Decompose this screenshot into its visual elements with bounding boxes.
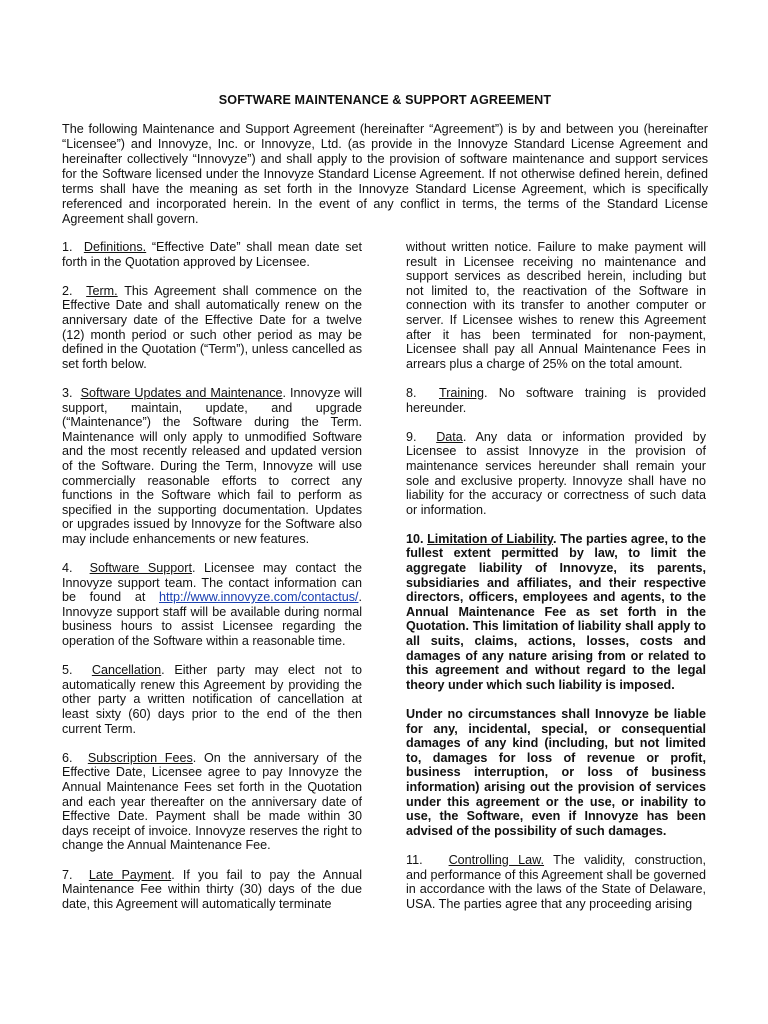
section-body: . If you fail to pay the Annual Maintenance Fee within thirty (30) days of the due date, this Agreement will automatically terminate [62, 867, 363, 911]
section-body: . The parties agree, to the fullest extent permitted by law, to limit the aggregate liability of Innovyze, its parents, subsidiaries and affiliates, and their respective directors, officers, employees and agents, to the Annual Maintenance Fee as set forth in the Quotation. This limitation of liability shall apply to all suits, claims, actions, losses, costs and damages of any nature arising from or related to this agreement and without regard to the legal theory under which such liability is imposed. [406, 531, 706, 692]
section-controlling-law [406, 853, 706, 911]
left-column [62, 240, 362, 926]
section-term [62, 284, 362, 372]
right-column [406, 240, 706, 926]
section-limitation-of-liability-clause-2: Under no circumstances shall Innovyze be liable for any, incidental, special, or consequential damages of any kind (including, but not limited to, damages for loss of revenue or profit, business interruption, or loss of business information) arising out the provision of services under this agreement or the use, or inability to use, the Software, even if Innovyze has been advised of the possibility of such damages. [406, 707, 706, 838]
section-heading: Definitions. [83, 240, 147, 254]
section-heading: Term. [86, 283, 118, 298]
section-number: 4. [62, 561, 73, 576]
section-number: 9. [406, 429, 417, 444]
section-body: . On the anniversary of the Effective Date, Licensee agree to pay Innovyze the Annual Maintenance Fees set forth in the Quotation and each year thereafter on the anniversary date of Effective Date. Payment shall be made within 30 days receipt of invoice. Innovyze reserves the right to change the Annual Maintenance Fee. [62, 750, 362, 853]
section-body: . Innovyze support staff will be available during normal business hours to assist Licensee regarding the operation of the Software within a reasonable time. [62, 590, 362, 649]
section-definitions [62, 240, 362, 269]
section-body: . No software training is provided hereunder. [406, 385, 707, 415]
section-body: . Any data or information provided by Licensee to assist Innovyze in the provision of maintenance services hereunder shall remain your sole and exclusive property. Innovyze shall have no liability for the accuracy or correctness of such data or information. [406, 429, 706, 517]
section-heading: Software Support [89, 561, 192, 576]
section-body: “Effective Date” shall mean date set forth in the Quotation approved by Licensee. [62, 240, 362, 269]
section-number: 6. [62, 750, 73, 765]
section-number: 11. [406, 852, 423, 867]
section-heading: Cancellation [91, 663, 162, 678]
section-body: . Either party may elect not to automatically renew this Agreement by providing the other party a written notification of cancellation at least sixty (60) days prior to the end of the then current Term. [62, 663, 362, 736]
section-data [406, 430, 706, 518]
section-number: 10. [406, 531, 424, 546]
section-body: This Agreement shall commence on the Effective Date and shall automatically renew on the anniversary date of the Effective Date for a twelve (12) month period or such other period as may be defined in the Quotation (“Term”), unless cancelled as set forth below. [62, 283, 363, 371]
section-heading: Subscription Fees [87, 750, 193, 765]
section-cancellation [62, 663, 362, 736]
section-software-updates [62, 386, 362, 547]
section-body: The validity, construction, and performance of this Agreement shall be governed in accordance with the laws of the State of Delaware, USA. The parties agree that any proceeding arising [406, 852, 706, 911]
document-title: SOFTWARE MAINTENANCE & SUPPORT AGREEMENT [218, 93, 552, 107]
section-number: 1. [62, 240, 73, 254]
section-heading: Data [436, 429, 463, 444]
section-number: 2. [62, 283, 73, 298]
section-heading: Software Updates and Maintenance [80, 385, 283, 400]
contact-us-link[interactable]: http://www.innovyze.com/contactus/ [159, 590, 359, 605]
section-training [406, 386, 706, 415]
section-number: 3. [62, 385, 73, 400]
section-body: . Innovyze will support, maintain, update, and upgrade (“Maintenance”) the Software during the Term. Maintenance will only apply to unmodified Software and the most recently released and updated version of the Software. During the Term, Innovyze will use commercially reasonable efforts to correct any functions in the Software which fail to perform as specified in the supporting documentation. Updates or upgrades issued by Innovyze for the Software also may include enhancements or new features. [62, 385, 362, 546]
section-late-payment [62, 868, 362, 912]
section-number: 5. [62, 663, 73, 678]
section-late-payment-continued: without written notice. Failure to make payment will result in Licensee receiving no maintenance and support services as described herein, including but not limited to, the reactivation of the Software in connection with its transfer to another computer or server. If Licensee wishes to renew this Agreement after it has been terminated for non-payment, Licensee shall pay all Annual Maintenance Fees in arrears plus a charge of 25% on the total amount. [406, 240, 706, 371]
section-limitation-of-liability [406, 532, 706, 693]
section-heading: Controlling Law. [448, 852, 545, 867]
section-number: 8. [406, 385, 417, 400]
section-subscription-fees [62, 751, 362, 853]
section-number: 7. [62, 867, 73, 882]
section-body: . Licensee may contact the Innovyze support team. The contact information can be found at [62, 561, 362, 605]
section-software-support [62, 561, 362, 649]
section-heading: Limitation of Liability [427, 531, 553, 546]
section-heading: Training [438, 385, 484, 400]
intro-paragraph: The following Maintenance and Support Agreement (hereinafter “Agreement”) is by and between you (hereinafter “Licensee”) and Innovyze, Inc. or Innovyze, Ltd. (as provide in the Innovyze Standard License Agreement and hereinafter collectively “Innovyze”) and shall apply to the provision of software maintenance and support services for the Software licensed under the Innovyze Standard License Agreement. If not otherwise defined herein, defined terms shall have the meaning as set forth in the Innovyze Standard License Agreement, which is specifically referenced and incorporated herein. In the event of any conflict in terms, the terms of the Standard License Agreement shall govern. [62, 122, 708, 226]
section-heading: Late Payment [88, 867, 172, 882]
